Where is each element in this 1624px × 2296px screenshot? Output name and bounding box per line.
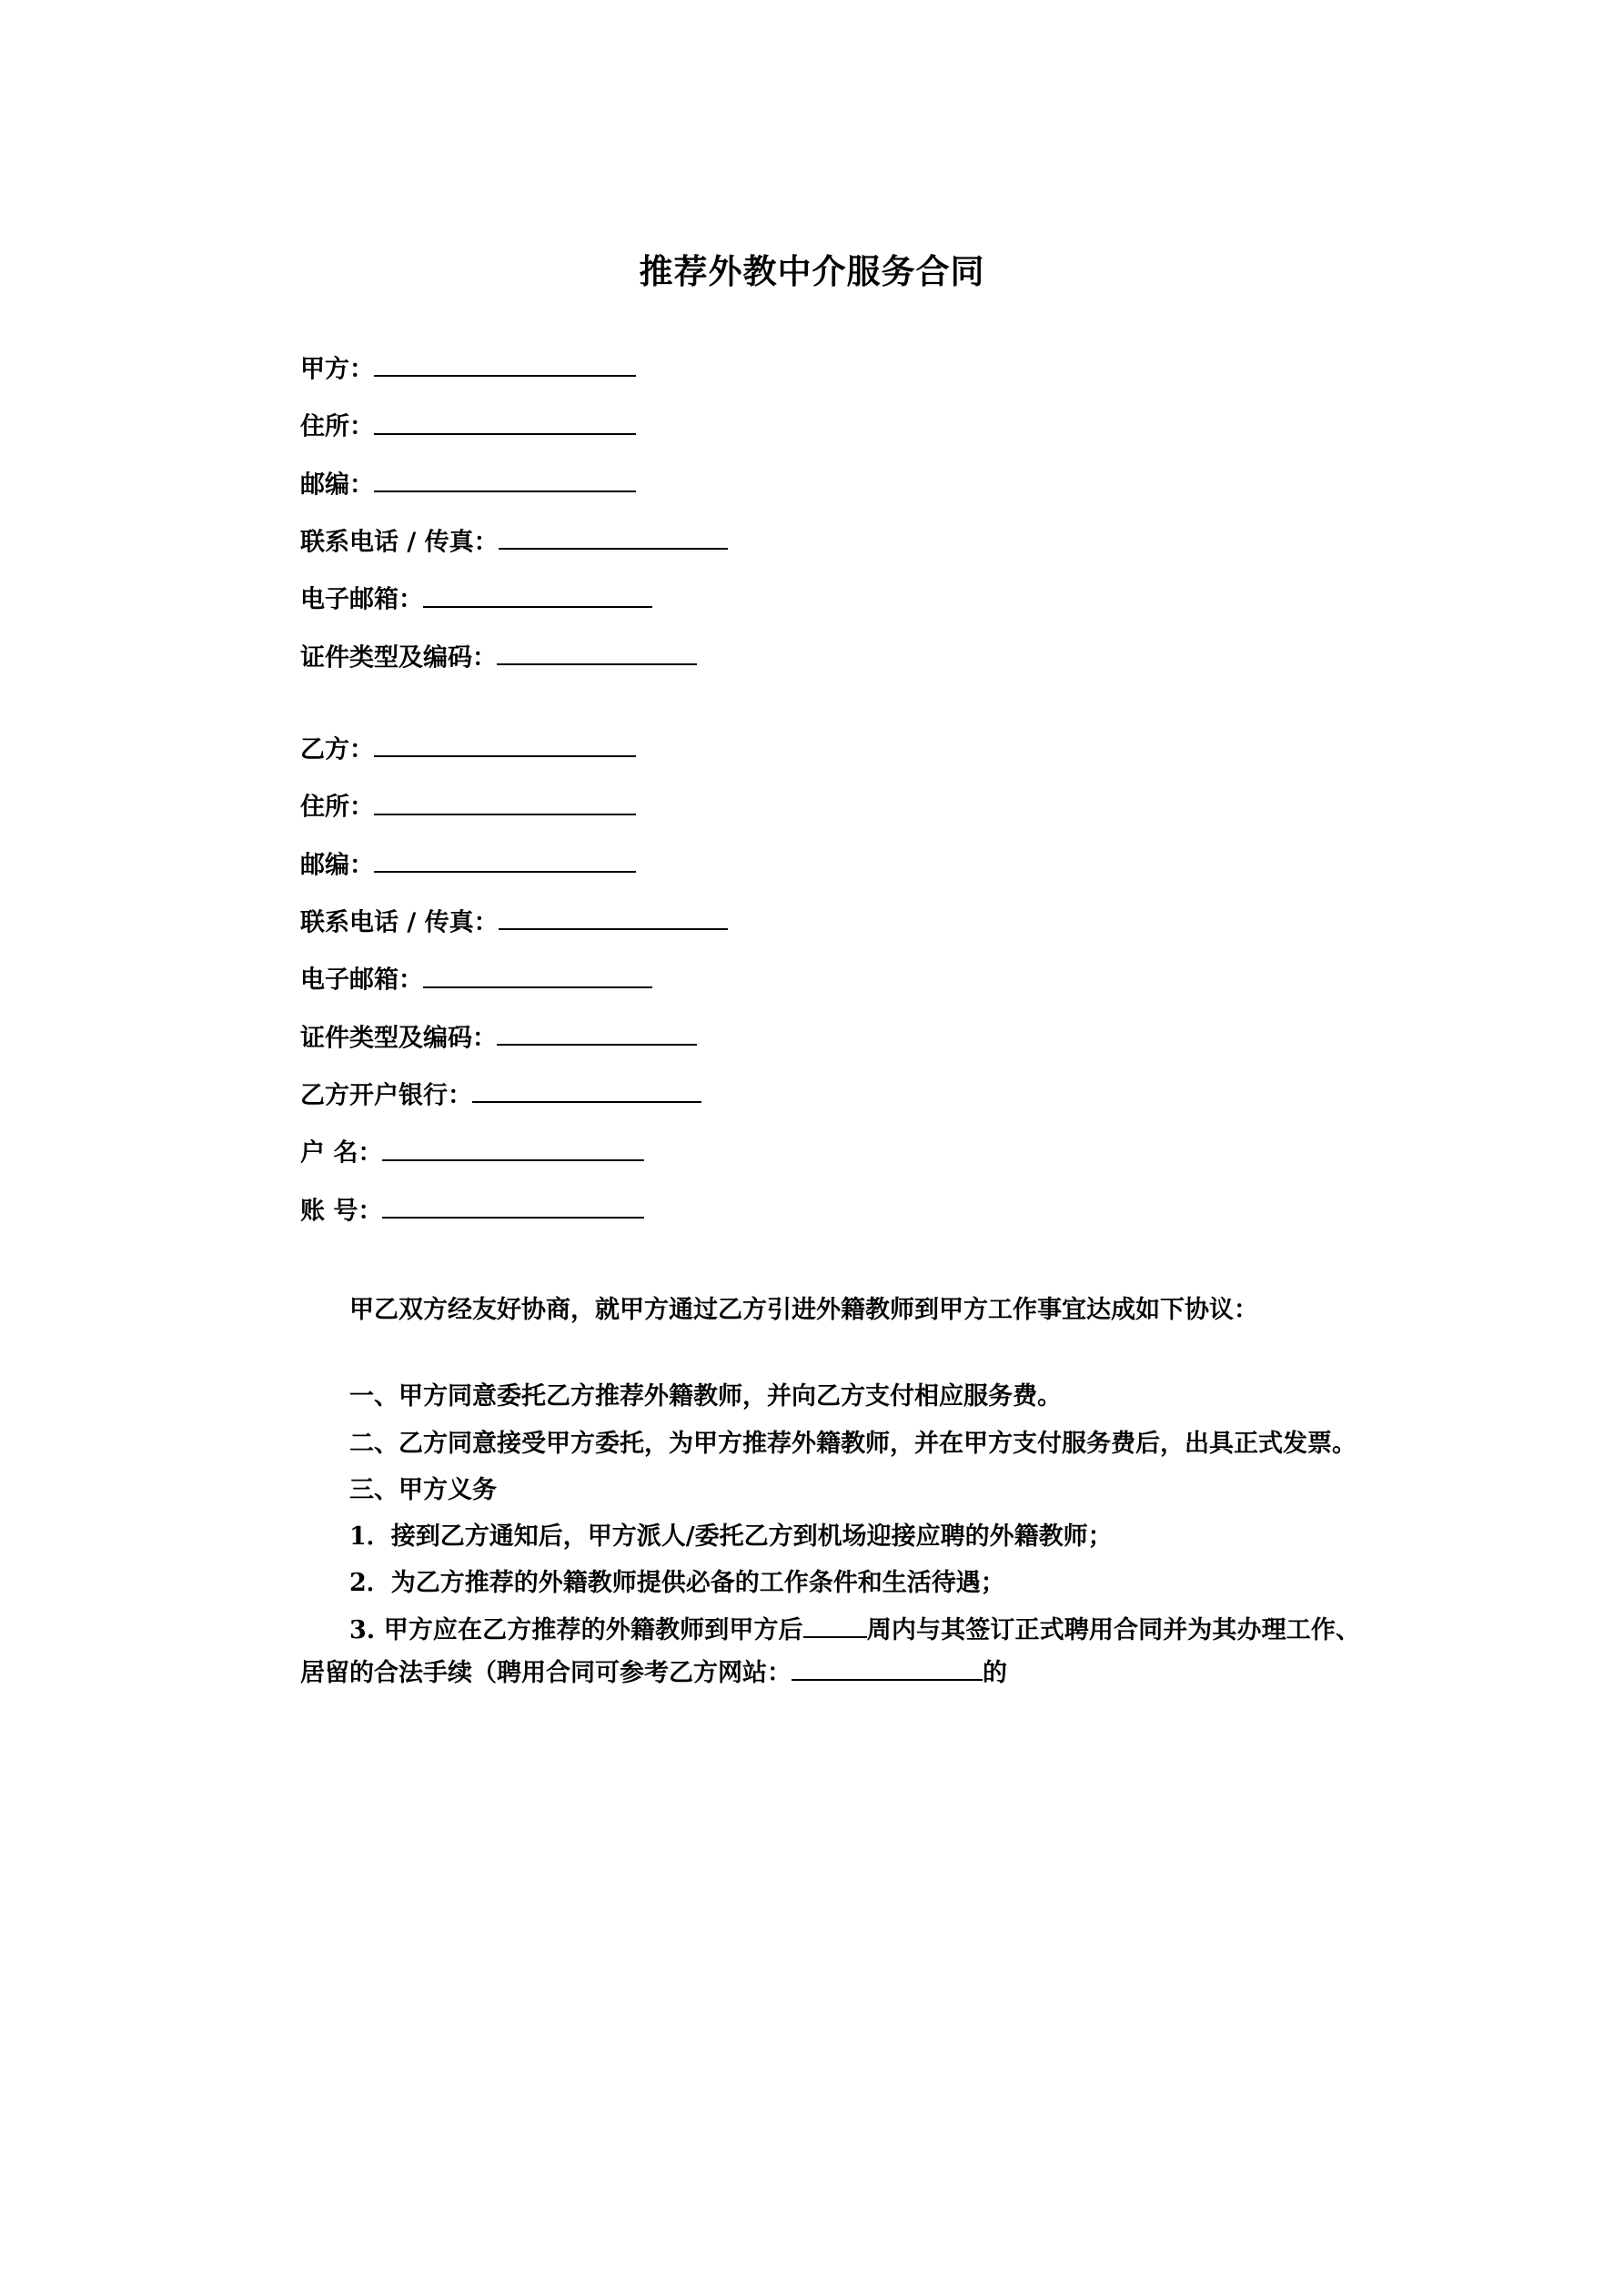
field-row-party-a-postcode — [300, 465, 1360, 500]
field-blank[interactable] — [382, 1191, 644, 1219]
paragraph-item-3-3 — [300, 1609, 1360, 1695]
field-blank[interactable] — [423, 580, 652, 607]
field-row-party-b-name — [300, 730, 1360, 762]
field-label: 证件类型及编码： — [300, 643, 497, 673]
field-label: 电子邮箱： — [300, 585, 423, 614]
page-title: 推荐外教中介服务合同 — [639, 252, 985, 291]
field-label: 户 名： — [300, 1138, 383, 1168]
field-row-party-a-name — [300, 349, 1360, 384]
field-row-party-b-bank — [300, 1076, 1360, 1108]
paragraph-item-2: 二、乙方同意接受甲方委托，为甲方推荐外籍教师，并在甲方支付服务费后，出具正式发票。 — [349, 1429, 1357, 1458]
party-b-field-group — [300, 730, 1360, 1226]
field-row-party-b-account-number — [300, 1191, 1360, 1226]
group-divider — [300, 695, 1360, 730]
field-blank[interactable] — [374, 407, 636, 434]
field-row-party-b-postcode — [300, 845, 1360, 880]
field-row-party-b-id — [300, 1018, 1360, 1053]
field-label: 乙方开户银行： — [300, 1081, 472, 1110]
field-blank[interactable] — [374, 465, 636, 492]
field-row-party-b-phone-fax — [300, 903, 1360, 935]
section-divider — [300, 1249, 1360, 1289]
field-blank[interactable] — [374, 787, 636, 814]
field-row-party-b-email — [300, 960, 1360, 995]
party-a-field-group — [300, 349, 1360, 673]
field-row-party-a-phone-fax — [300, 522, 1360, 557]
field-blank[interactable] — [374, 730, 636, 757]
paragraph-item-3-1: 1．接到乙方通知后，甲方派人/委托乙方到机场迎接应聘的外籍教师； — [349, 1522, 1113, 1552]
field-label: 联系电话 / 传真： — [300, 528, 499, 557]
field-label: 住所： — [300, 793, 374, 822]
field-label: 联系电话 / 传真： — [300, 908, 499, 937]
paragraph-item-1: 一、甲方同意委托乙方推荐外籍教师，并向乙方支付相应服务费。 — [349, 1382, 1062, 1411]
field-blank[interactable] — [499, 522, 728, 550]
inline-blank-weeks[interactable] — [803, 1610, 867, 1637]
inline-blank-website[interactable] — [792, 1654, 983, 1681]
field-label: 邮编： — [300, 851, 374, 880]
field-blank[interactable] — [497, 638, 697, 665]
field-blank[interactable] — [472, 1076, 701, 1103]
paragraph-item-3-3-text-b: 周内与其签订正式聘用合同并为其办理工作、居留的合法手续（聘用合同可参考乙方网站： — [300, 1615, 1361, 1687]
field-blank[interactable] — [423, 960, 652, 987]
field-row-party-a-id — [300, 638, 1360, 673]
paragraph-item-3-2: 2．为乙方推荐的外籍教师提供必备的工作条件和生活待遇； — [349, 1569, 1005, 1598]
field-row-party-b-address — [300, 787, 1360, 822]
document-body — [0, 293, 1624, 1694]
field-label: 证件类型及编码： — [300, 1024, 497, 1053]
paragraph-preamble: 甲乙双方经友好协商，就甲方通过乙方引进外籍教师到甲方工作事宜达成如下协议： — [349, 1296, 1258, 1325]
field-blank[interactable] — [374, 845, 636, 873]
field-label: 甲方： — [300, 355, 374, 384]
paragraph-item-3-heading: 三、甲方义务 — [349, 1475, 497, 1504]
field-row-party-a-address — [300, 407, 1360, 439]
field-label: 电子邮箱： — [300, 966, 423, 995]
field-label: 住所： — [300, 412, 374, 441]
field-label: 乙方： — [300, 735, 374, 764]
field-blank[interactable] — [374, 349, 636, 377]
paragraph-item-3-3-text-a: 3. 甲方应在乙方推荐的外籍教师到甲方后 — [349, 1615, 803, 1644]
field-label: 账 号： — [300, 1197, 383, 1226]
field-blank[interactable] — [382, 1133, 644, 1160]
field-blank[interactable] — [497, 1018, 697, 1046]
paragraph-item-3-3-text-c: 的 — [983, 1658, 1007, 1687]
field-row-party-a-email — [300, 580, 1360, 612]
section-divider — [300, 1331, 1360, 1371]
field-label: 邮编： — [300, 470, 374, 500]
field-row-party-b-account-name — [300, 1133, 1360, 1168]
field-blank[interactable] — [499, 903, 728, 930]
